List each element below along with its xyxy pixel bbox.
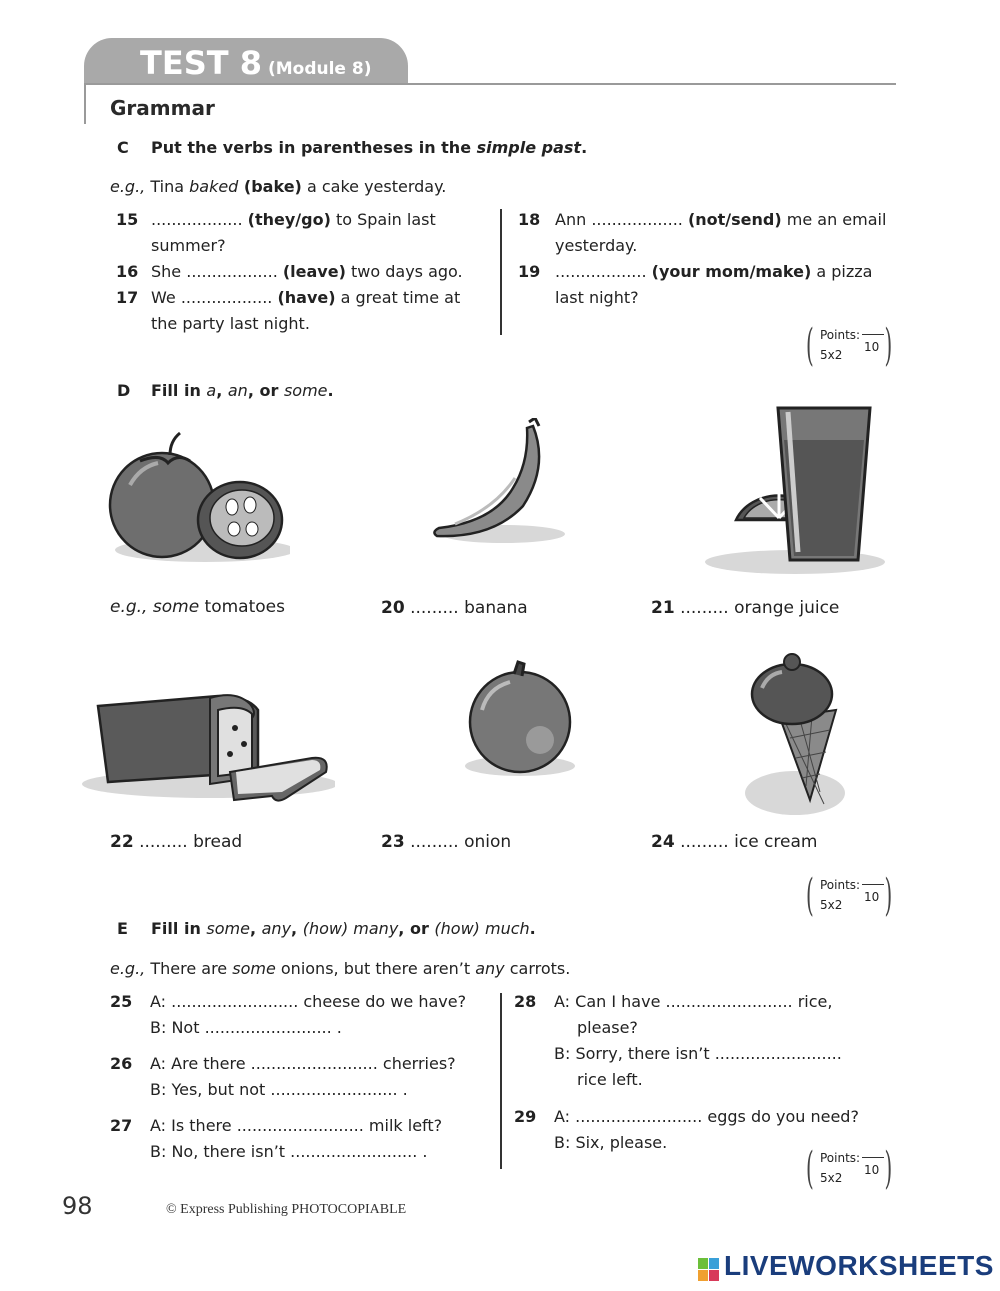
item-25: 25 A: ......................... cheese do we have? B: Not ......................... . (110, 992, 467, 1037)
bread-picture (80, 688, 335, 813)
section-heading: Grammar (110, 96, 215, 120)
item-26: 26 A: Are there ......................... cherries? B: Yes, but not ......................... . (110, 1054, 456, 1099)
item-28: 28 A: Can I have ......................... rice, please? B: Sorry, there isn’t ......................... rice left. (514, 992, 842, 1089)
item-22: 22 ......... bread (110, 832, 243, 852)
header-rule (84, 83, 896, 85)
section-e-letter: E (117, 919, 128, 938)
page-number: 98 (62, 1192, 93, 1220)
item-24: 24 ......... ice cream (651, 832, 818, 852)
tomatoes-picture (100, 425, 290, 575)
column-divider (500, 209, 502, 335)
section-c-letter: C (117, 138, 129, 157)
ice-cream-picture (740, 648, 850, 818)
points-box-c: ( ) Points: 5x2 10 (806, 320, 892, 371)
liveworksheets-logo-icon (698, 1258, 720, 1282)
d-example: e.g., some tomatoes (110, 597, 285, 617)
points-box-d: ( ) Points: 5x2 10 (806, 870, 892, 921)
section-c-instruction: Put the verbs in parentheses in the simple past. (151, 138, 588, 157)
item-21: 21 ......... orange juice (651, 598, 840, 618)
item-20: 20 ......... banana (381, 598, 528, 618)
item-18: 18 Ann .................. (not/send) me an email yesterday. (518, 210, 887, 255)
test-title: TEST 8 (Module 8) (140, 44, 372, 82)
item-23: 23 ......... onion (381, 832, 512, 852)
item-19: 19 .................. (your mom/make) a pizza last night? (518, 262, 873, 307)
points-box-e: ( ) Points: 5x2 10 (806, 1143, 892, 1194)
copyright-notice: © Express Publishing PHOTOCOPIABLE (166, 1202, 407, 1217)
section-e-example: e.g., There are some onions, but there aren’t any carrots. (110, 959, 571, 978)
item-27: 27 A: Is there ......................... milk left? B: No, there isn’t ......................... . (110, 1116, 443, 1161)
module-label: (Module 8) (267, 59, 372, 79)
item-17: 17 We .................. (have) a great time at the party last night. (116, 288, 461, 333)
orange-juice-picture (700, 400, 885, 575)
item-15: 15 .................. (they/go) to Spain last summer? (116, 210, 436, 255)
column-divider-e (500, 993, 502, 1169)
banana-picture (425, 418, 565, 553)
item-29: 29 A: ......................... eggs do you need? B: Six, please. (514, 1107, 859, 1152)
liveworksheets-brand[interactable]: LIVEWORKSHEETS (724, 1250, 994, 1281)
section-d-instruction: Fill in a, an, or some. (151, 381, 334, 400)
item-16: 16 She .................. (leave) two days ago. (116, 262, 463, 281)
section-c-example: e.g., Tina baked (bake) a cake yesterday. (110, 177, 447, 196)
section-d-letter: D (117, 381, 131, 400)
section-e-instruction: Fill in some, any, (how) many, or (how) much. (151, 919, 536, 938)
side-rule (84, 84, 86, 124)
onion-picture (460, 660, 580, 780)
